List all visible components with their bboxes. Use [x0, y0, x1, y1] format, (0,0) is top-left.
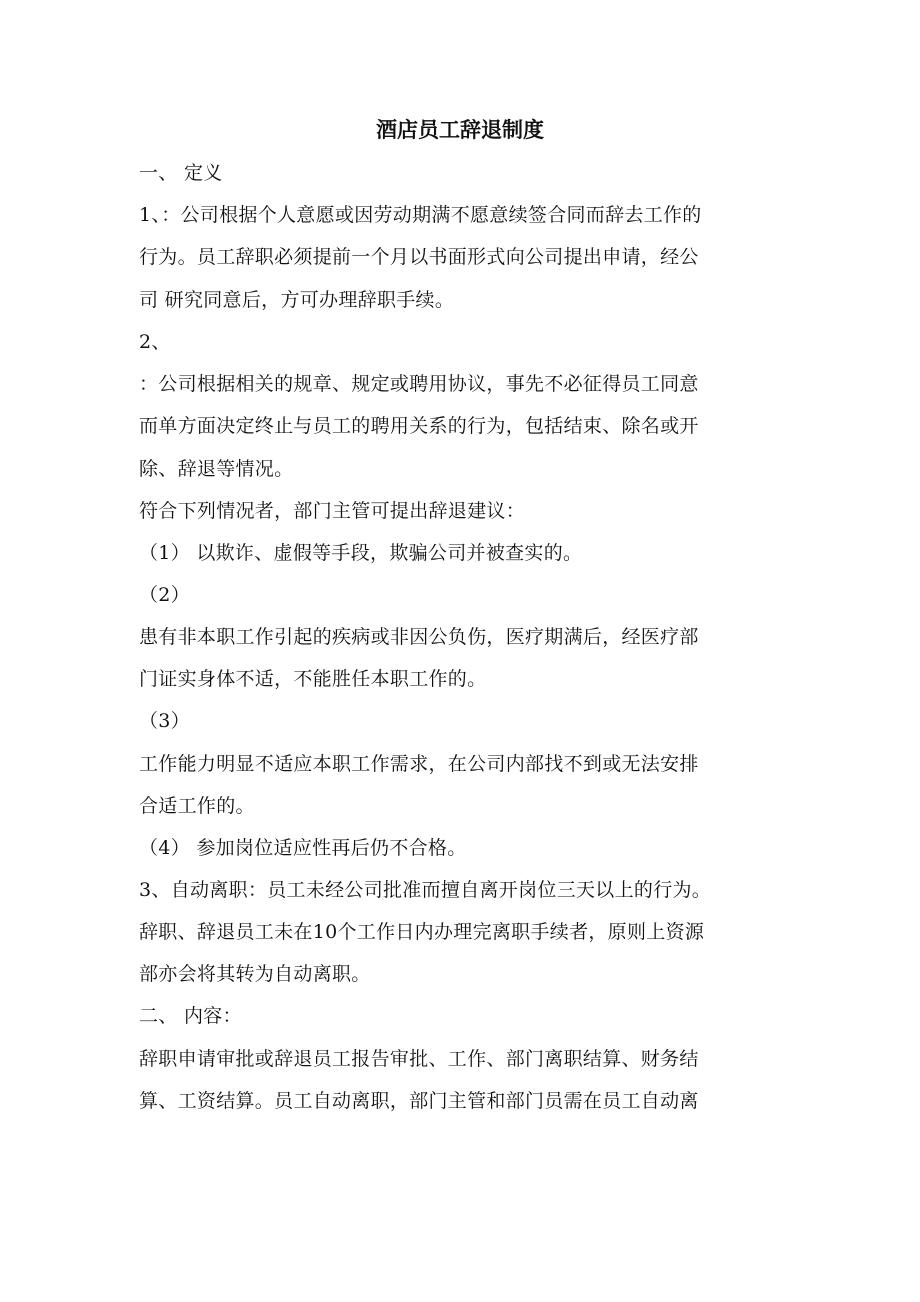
paragraph-line: 符合下列情况者，部门主管可提出辞退建议：: [139, 500, 526, 522]
paragraph-line: 辞职申请审批或辞退员工报告审批、工作、部门离职结算、财务结: [139, 1048, 699, 1070]
list-item: （4） 参加岗位适应性再后仍不合格。: [139, 837, 467, 859]
list-item: （1） 以欺诈、虚假等手段，欺骗公司并被查实的。: [139, 542, 583, 564]
paragraph-line: 部亦会将其转为自动离职。: [139, 963, 371, 985]
paragraph-line: 除、辞退等情况。: [139, 458, 294, 480]
paragraph-line: 工作能力明显不适应本职工作需求，在公司内部找不到或无法安排: [139, 753, 699, 775]
paragraph-line: 2、: [139, 331, 171, 353]
paragraph-line: 患有非本职工作引起的疾病或非因公负伤，医疗期满后，经医疗部: [139, 626, 699, 648]
paragraph-line: 而单方面决定终止与员工的聘用关系的行为，包括结束、除名或开: [139, 415, 699, 437]
document-title: 酒店员工辞退制度: [376, 117, 544, 142]
paragraph-line: 辞职、辞退员工未在10个工作日内办理完离职手续者，原则上资源: [139, 921, 705, 943]
section-heading-definition: 一、 定义: [139, 162, 223, 184]
paragraph-line: 门证实身体不适，不能胜任本职工作的。: [139, 668, 487, 690]
paragraph-line: 算、工资结算。员工自动离职，部门主管和部门员需在员工自动离: [139, 1090, 699, 1112]
paragraph-line: 行为。员工辞职必须提前一个月以书面形式向公司提出申请，经公: [139, 246, 699, 268]
paragraph-line: 合适工作的。: [139, 795, 255, 817]
list-item: （2）: [139, 584, 190, 606]
list-item: （3）: [139, 710, 190, 732]
paragraph-line: ：公司根据相关的规章、规定或聘用协议，事先不必征得员工同意: [139, 373, 699, 395]
section-heading-content: 二、 内容：: [139, 1005, 242, 1027]
paragraph-line: 1、：公司根据个人意愿或因劳动期满不愿意续签合同而辞去工作的: [139, 204, 702, 226]
paragraph-line: 3、自动离职：员工未经公司批准而擅自离开岗位三天以上的行为。: [139, 879, 712, 901]
paragraph-line: 司 研究同意后，方可办理辞职手续。: [139, 289, 455, 311]
